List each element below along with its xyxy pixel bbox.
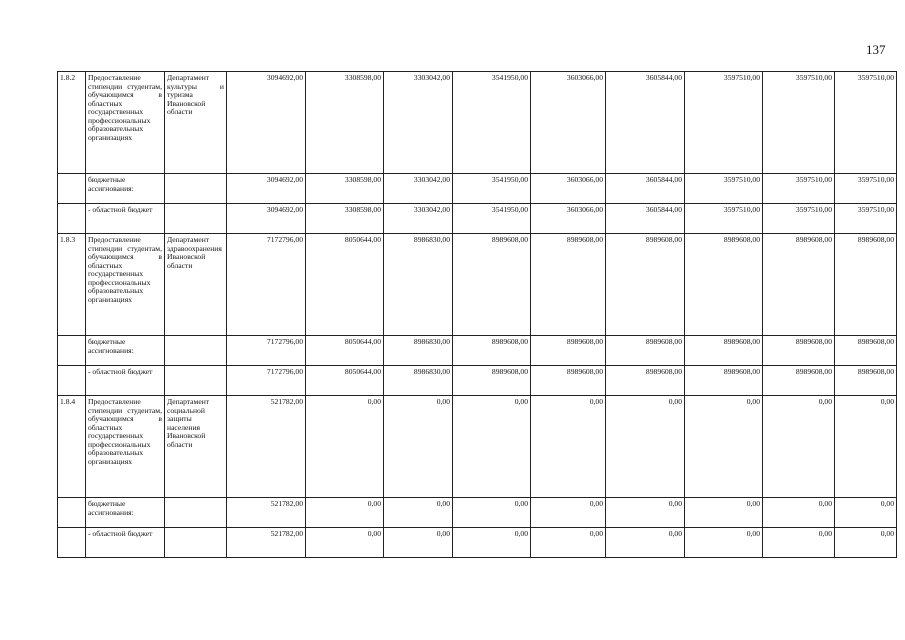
value-cell: 0,00 — [531, 528, 606, 558]
value-cell: 3308598,00 — [306, 204, 384, 234]
item-code: 1.8.3 — [58, 234, 86, 336]
item-code: 1.8.4 — [58, 396, 86, 498]
value-cell: 0,00 — [763, 396, 835, 498]
budget-label: бюджетные ассигнования: — [86, 498, 165, 528]
value-cell: 0,00 — [384, 498, 453, 528]
value-cell: 8989608,00 — [835, 366, 897, 396]
table-row — [58, 366, 897, 396]
value-cell: 8989608,00 — [763, 234, 835, 336]
value-cell: 0,00 — [606, 498, 685, 528]
value-cell: 0,00 — [531, 498, 606, 528]
empty-cell — [58, 528, 86, 558]
value-cell: 3094692,00 — [227, 72, 306, 174]
value-cell: 3303042,00 — [384, 204, 453, 234]
value-cell: 0,00 — [685, 498, 763, 528]
value-cell: 521782,00 — [227, 528, 306, 558]
table-row — [58, 336, 897, 366]
empty-cell — [58, 336, 86, 366]
empty-cell — [165, 366, 227, 396]
value-cell: 3541950,00 — [453, 72, 531, 174]
value-cell: 0,00 — [763, 498, 835, 528]
value-cell: 3605844,00 — [606, 204, 685, 234]
value-cell: 521782,00 — [227, 498, 306, 528]
value-cell: 8986830,00 — [384, 366, 453, 396]
value-cell: 3308598,00 — [306, 72, 384, 174]
item-name: Предоставление стипендии студентам, обучающимся в областных государственных профессиональных образовательных организациях — [86, 72, 165, 174]
table-row — [58, 72, 897, 174]
budget-label: бюджетные ассигнования: — [86, 336, 165, 366]
empty-cell — [58, 366, 86, 396]
value-cell: 0,00 — [306, 498, 384, 528]
value-cell: 3597510,00 — [835, 174, 897, 204]
table-row — [58, 204, 897, 234]
value-cell: 8989608,00 — [453, 366, 531, 396]
page-number: 137 — [866, 42, 886, 57]
value-cell: 8050644,00 — [306, 336, 384, 366]
item-name: Предоставление стипендии студентам, обучающимся в областных государственных профессиональных образовательных организациях — [86, 396, 165, 498]
value-cell: 8986830,00 — [384, 234, 453, 336]
value-cell: 3541950,00 — [453, 204, 531, 234]
empty-cell — [165, 336, 227, 366]
regional-label: - областной бюджет — [86, 204, 165, 234]
value-cell: 3597510,00 — [685, 174, 763, 204]
value-cell: 8989608,00 — [606, 234, 685, 336]
value-cell: 8989608,00 — [763, 366, 835, 396]
value-cell: 3603066,00 — [531, 174, 606, 204]
value-cell: 3605844,00 — [606, 72, 685, 174]
value-cell: 3308598,00 — [306, 174, 384, 204]
value-cell: 8989608,00 — [685, 366, 763, 396]
table-body — [58, 72, 897, 558]
empty-cell — [58, 204, 86, 234]
value-cell: 0,00 — [306, 528, 384, 558]
value-cell: 0,00 — [453, 498, 531, 528]
value-cell: 3597510,00 — [835, 204, 897, 234]
table-row — [58, 234, 897, 336]
value-cell: 3303042,00 — [384, 174, 453, 204]
value-cell: 0,00 — [384, 528, 453, 558]
value-cell: 0,00 — [835, 498, 897, 528]
item-executor: Департамент здравоохранения Ивановской области — [165, 234, 227, 336]
empty-cell — [58, 174, 86, 204]
table-row — [58, 174, 897, 204]
value-cell: 0,00 — [835, 396, 897, 498]
value-cell: 3603066,00 — [531, 72, 606, 174]
value-cell: 3303042,00 — [384, 72, 453, 174]
regional-label: - областной бюджет — [86, 528, 165, 558]
value-cell: 7172796,00 — [227, 366, 306, 396]
value-cell: 0,00 — [606, 528, 685, 558]
value-cell: 8989608,00 — [531, 366, 606, 396]
value-cell: 8989608,00 — [606, 366, 685, 396]
value-cell: 8989608,00 — [531, 234, 606, 336]
table-row — [58, 498, 897, 528]
regional-label: - областной бюджет — [86, 366, 165, 396]
table-row — [58, 396, 897, 498]
value-cell: 8989608,00 — [606, 336, 685, 366]
value-cell: 3541950,00 — [453, 174, 531, 204]
value-cell: 0,00 — [763, 528, 835, 558]
empty-cell — [165, 204, 227, 234]
value-cell: 0,00 — [685, 396, 763, 498]
value-cell: 0,00 — [685, 528, 763, 558]
budget-table — [57, 71, 897, 558]
table-row — [58, 528, 897, 558]
value-cell: 8989608,00 — [453, 234, 531, 336]
empty-cell — [165, 174, 227, 204]
value-cell: 8050644,00 — [306, 234, 384, 336]
item-executor: Департамент социальной защиты населения Ивановской области — [165, 396, 227, 498]
value-cell: 8989608,00 — [835, 234, 897, 336]
item-name: Предоставление стипендии студентам, обучающимся в областных государственных профессиональных образовательных организациях — [86, 234, 165, 336]
value-cell: 3094692,00 — [227, 174, 306, 204]
value-cell: 8986830,00 — [384, 336, 453, 366]
value-cell: 3597510,00 — [763, 72, 835, 174]
value-cell: 0,00 — [606, 396, 685, 498]
value-cell: 3094692,00 — [227, 204, 306, 234]
value-cell: 3597510,00 — [685, 72, 763, 174]
value-cell: 0,00 — [835, 528, 897, 558]
value-cell: 3597510,00 — [763, 204, 835, 234]
value-cell: 0,00 — [531, 396, 606, 498]
value-cell: 3597510,00 — [835, 72, 897, 174]
value-cell: 7172796,00 — [227, 336, 306, 366]
value-cell: 8050644,00 — [306, 366, 384, 396]
item-code: 1.8.2 — [58, 72, 86, 174]
value-cell: 8989608,00 — [685, 234, 763, 336]
value-cell: 3605844,00 — [606, 174, 685, 204]
value-cell: 8989608,00 — [835, 336, 897, 366]
value-cell: 0,00 — [453, 396, 531, 498]
value-cell: 0,00 — [384, 396, 453, 498]
value-cell: 3603066,00 — [531, 204, 606, 234]
value-cell: 3597510,00 — [763, 174, 835, 204]
empty-cell — [165, 528, 227, 558]
value-cell: 0,00 — [306, 396, 384, 498]
item-executor: Департамент культуры и туризма Ивановской области — [165, 72, 227, 174]
value-cell: 3597510,00 — [685, 204, 763, 234]
value-cell: 8989608,00 — [453, 336, 531, 366]
value-cell: 8989608,00 — [531, 336, 606, 366]
empty-cell — [165, 498, 227, 528]
value-cell: 8989608,00 — [685, 336, 763, 366]
budget-label: бюджетные ассигнования: — [86, 174, 165, 204]
value-cell: 7172796,00 — [227, 234, 306, 336]
value-cell: 0,00 — [453, 528, 531, 558]
value-cell: 8989608,00 — [763, 336, 835, 366]
value-cell: 521782,00 — [227, 396, 306, 498]
empty-cell — [58, 498, 86, 528]
